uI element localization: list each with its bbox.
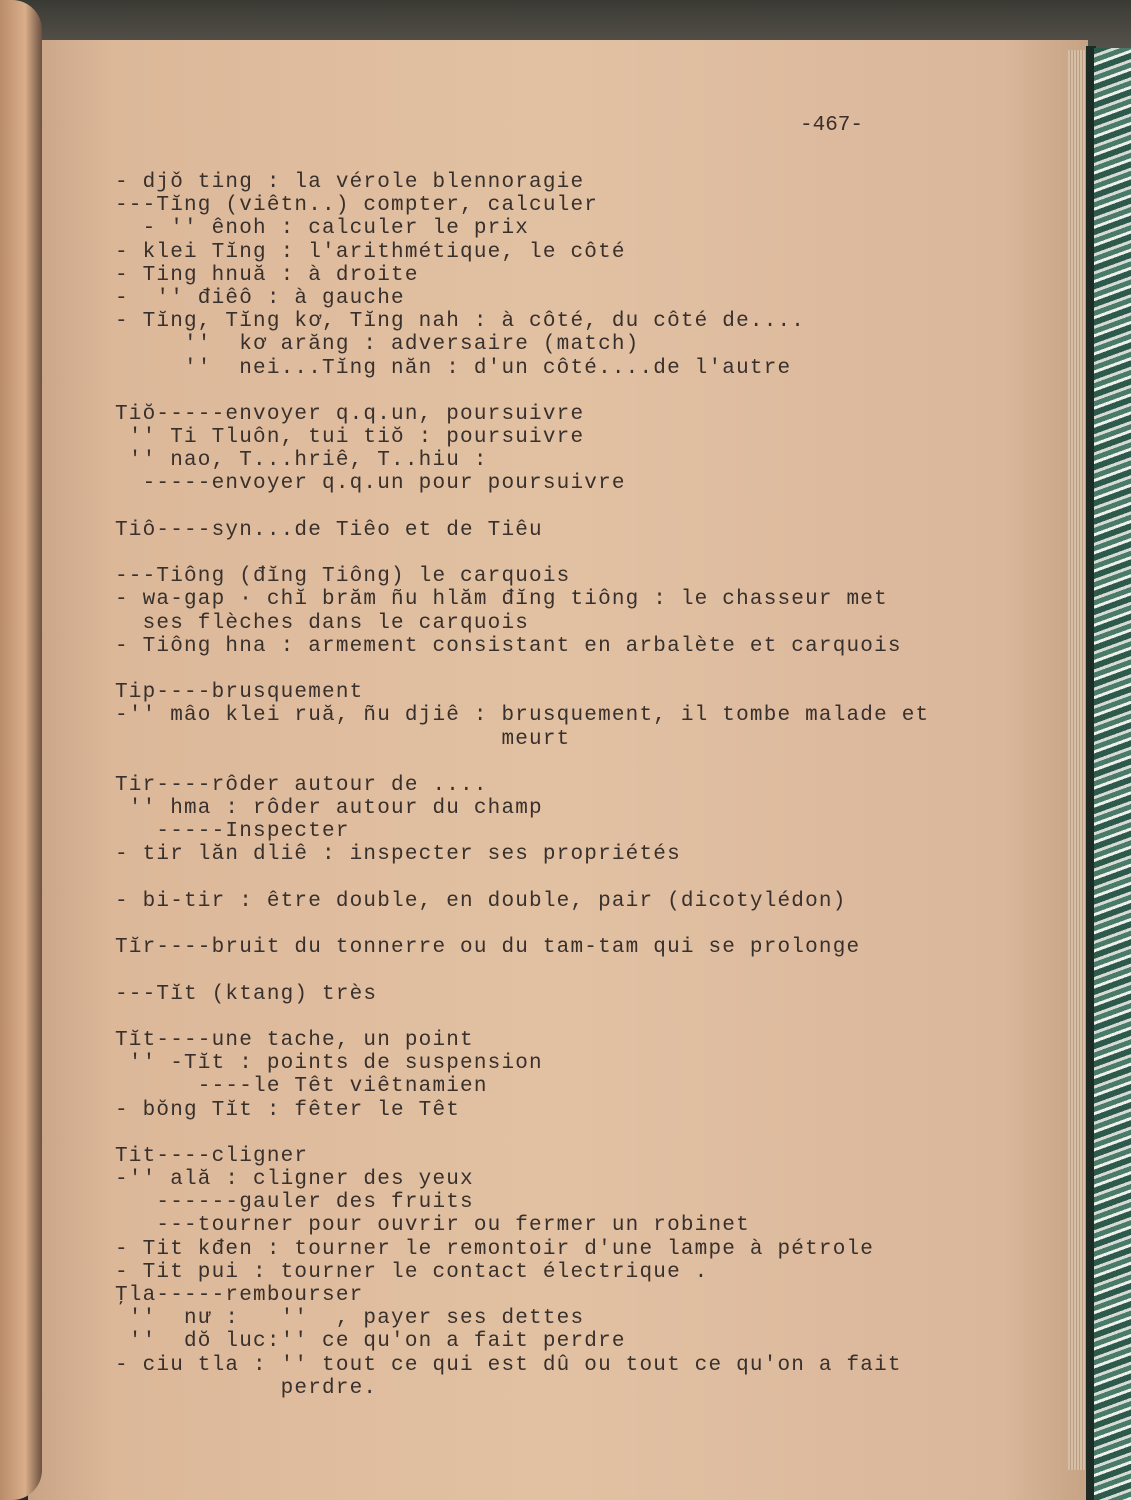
text-line: ---Tiông (đĭng Tiông) le carquois [115,565,571,589]
facing-page-edge [0,0,42,1500]
blank-line [115,380,929,403]
text-line: '' nei...Tĭng năn : d'un côté....de l'autre [115,356,792,380]
blank-line [115,959,929,982]
text-line: ses flèches dans le carquois [115,611,530,635]
text-line: '' dŏ luc:'' ce qu'on a fait perdre [115,1330,626,1354]
text-line: '' hma : rôder autour du champ [115,797,543,821]
text-line: ---Tĭng (viêtn..) compter, calculer [115,194,599,218]
text-line: '' Ti Tluôn, tui tiŏ : poursuivre [115,426,585,450]
blank-line [115,1122,929,1145]
typewritten-text [115,171,929,1400]
text-line: - Ting hnuă : à droite [115,263,419,287]
text-line: -----Inspecter [115,820,350,844]
text-line: Tir----rôder autour de .... [115,773,488,797]
text-line: - '' ênoh : calculer le prix [115,217,530,241]
marbled-endpaper [1094,48,1131,1500]
text-line: - bŏng Tĭt : fêter le Têt [115,1098,461,1122]
blank-line [115,1006,929,1029]
text-line: - tir lăn dliê : inspecter ses propriétés [115,843,681,867]
text-line: - djǒ ting : la vérole blennoragie [115,171,585,194]
text-line: Tit----cligner [115,1144,309,1168]
text-line: - Tit pui : tourner le contact électrique . [115,1260,709,1284]
blank-line [115,751,929,774]
page-number: -467- [800,114,864,137]
text-line: '' -Tĭt : points de suspension [115,1052,543,1076]
text-line: ------gauler des fruits [115,1191,474,1215]
text-line: Tĭr----bruit du tonnerre ou du tam-tam qui se prolonge [115,936,861,960]
text-line: meurt [115,727,571,751]
text-line: ---Tĭt (ktang) très [115,982,378,1006]
text-line: ----le Têt viêtnamien [115,1075,488,1099]
text-line: ---tourner pour ouvrir ou fermer un robinet [115,1214,750,1238]
blank-line [115,542,929,565]
text-line: Tip----brusquement [115,681,364,705]
text-line: Tiô----syn...de Tiêo et de Tiêu [115,518,543,542]
text-line: - bi-tir : être double, en double, pair (dicotylédon) [115,889,847,913]
text-line: - ciu tla : '' tout ce qui est dû ou tout ce qu'on a fait [115,1353,902,1377]
text-line: '' nao, T...hriê, T..hiu : [115,449,488,473]
text-line: -'' mâo klei ruă, ñu djiê : brusquement, il tombe malade et [115,704,930,728]
text-line: - Tit kđen : tourner le remontoir d'une lampe à pétrole [115,1237,875,1261]
text-line: Tĭt----une tache, un point [115,1028,474,1052]
text-line: '' nư : '' , payer ses dettes [115,1307,585,1331]
text-line: -----envoyer q.q.un pour poursuivre [115,472,626,496]
blank-line [115,496,929,519]
text-line: - wa-gap · chĭ brăm ñu hlăm đĭng tiông : le chasseur met [115,588,888,612]
blank-line [115,867,929,890]
blank-line [115,913,929,936]
text-line: - Tiông hna : armement consistant en arbalète et carquois [115,634,902,658]
text-line: -'' ală : cligner des yeux [115,1168,474,1192]
blank-line [115,658,929,681]
text-line: - klei Tĭng : l'arithmétique, le côté [115,240,626,264]
text-line: '' kơ arăng : adversaire (match) [115,333,640,357]
text-line: Ţla-----rembourser [115,1284,364,1307]
text-line: - Tĭng, Tĭng kơ, Tĭng nah : à côté, du côté de.... [115,310,806,334]
text-line: perdre. [115,1376,378,1400]
text-line: - '' điêô : à gauche [115,286,405,310]
text-line: Tiŏ-----envoyer q.q.un, poursuivre [115,402,585,426]
